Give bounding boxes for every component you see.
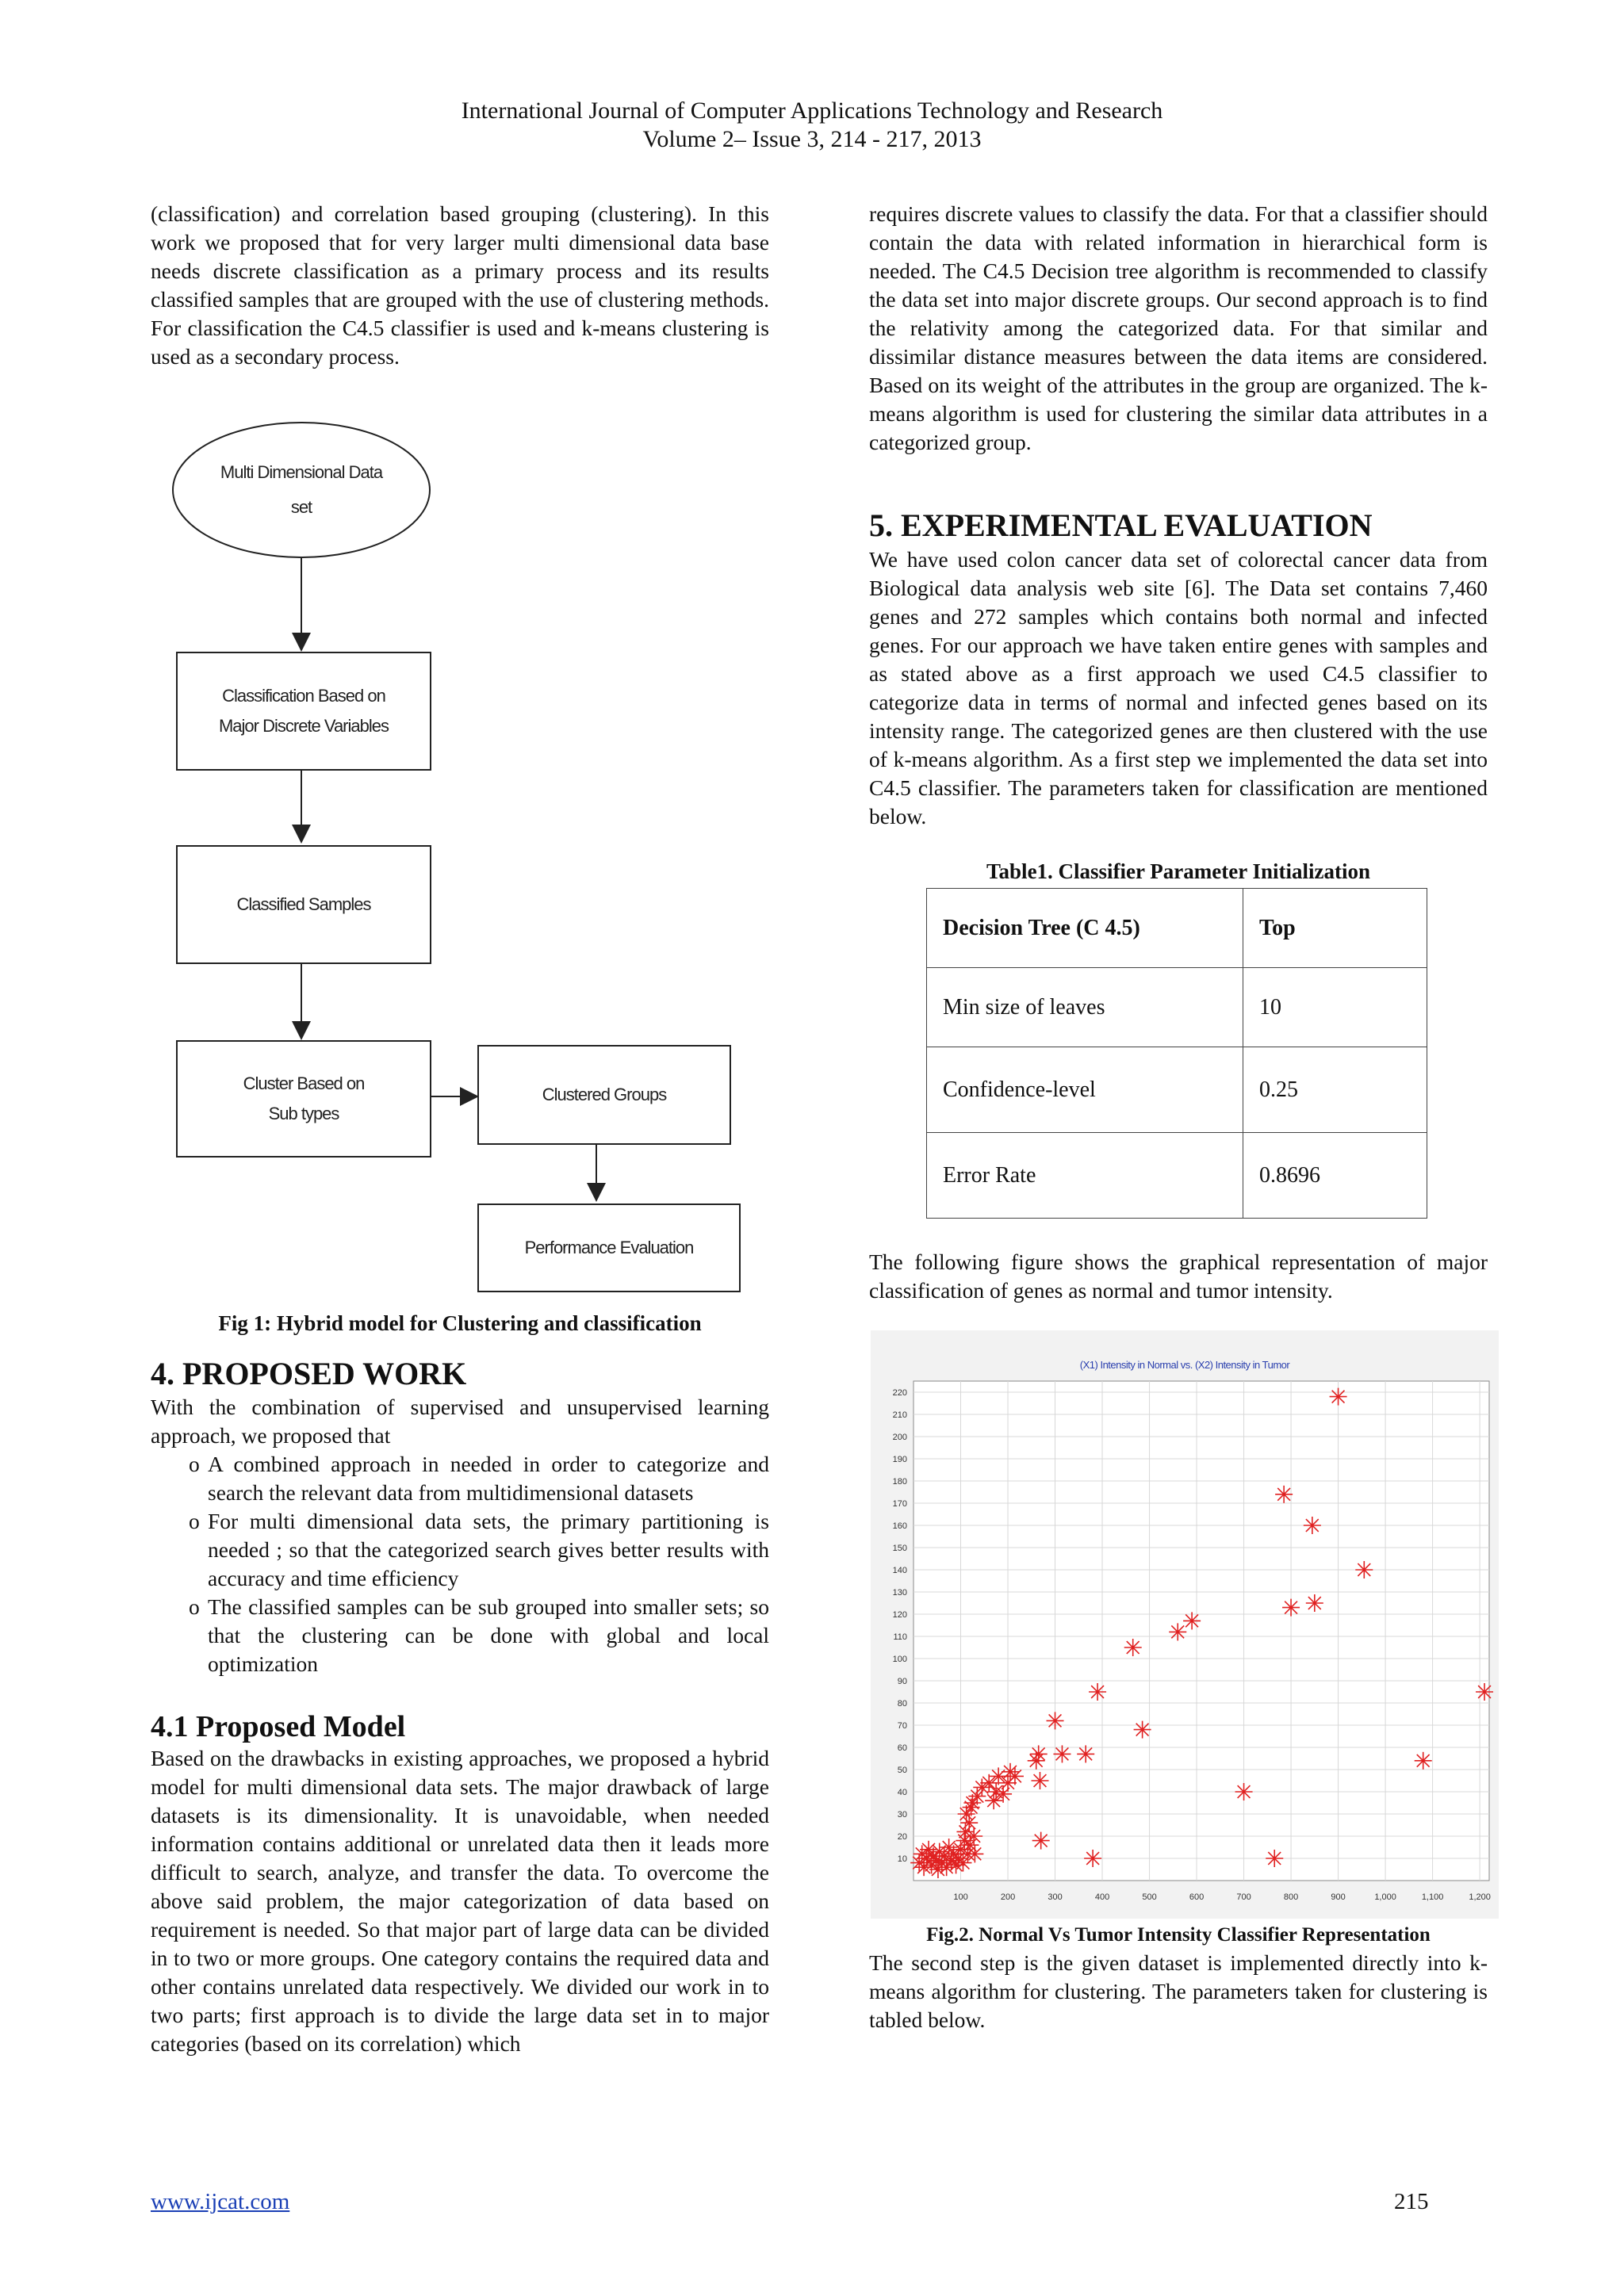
fig2-caption: Fig.2. Normal Vs Tumor Intensity Classifier Representation — [926, 1924, 1431, 1946]
y-tick-label: 10 — [897, 1854, 907, 1864]
footer-link-text[interactable]: www.ijcat.com — [151, 2189, 290, 2214]
scatter-point — [965, 1827, 982, 1845]
scatter-point — [1266, 1850, 1283, 1867]
scatter-point — [1053, 1745, 1071, 1762]
plot-area — [914, 1381, 1489, 1881]
bullet-text: The classified samples can be sub grouped into smaller sets; so that the clustering can be done with global and local optimization — [208, 1594, 769, 1676]
classified-samples-box — [176, 845, 431, 964]
scatter-point — [1183, 1612, 1201, 1629]
proposed-work-list — [151, 1450, 769, 1678]
scatter-point — [968, 1788, 986, 1805]
y-tick-label: 20 — [897, 1832, 907, 1842]
y-tick-label: 220 — [892, 1388, 907, 1398]
dataset-label-line2: set — [290, 497, 312, 517]
scatter-point — [1275, 1486, 1293, 1503]
y-tick-label: 100 — [892, 1655, 907, 1664]
scatter-point — [1476, 1683, 1493, 1701]
table-cell: Min size of leaves — [927, 968, 1243, 1047]
y-tick-label: 150 — [892, 1544, 907, 1553]
footer-website-link[interactable] — [151, 2189, 289, 2215]
classified-samples-label: Classified Samples — [236, 894, 371, 914]
scatter-point — [1030, 1745, 1048, 1762]
list-item — [151, 1450, 769, 1507]
bullet-text: For multi dimensional data sets, the primary partitioning is needed ; so that the categorized search gives better results with accuracy and time efficiency — [208, 1509, 769, 1590]
journal-volume: Volume 2– Issue 3, 214 - 217, 2013 — [642, 126, 982, 152]
classification-line2: Major Discrete Variables — [218, 716, 389, 736]
section4-intro: With the combination of supervised and unsupervised learning approach, we proposed that — [151, 1395, 769, 1448]
y-tick-label: 160 — [892, 1521, 907, 1531]
y-tick-label: 180 — [892, 1477, 907, 1487]
table-cell: 0.25 — [1243, 1047, 1427, 1133]
y-tick-label: 190 — [892, 1455, 907, 1464]
x-tick-label: 700 — [1236, 1892, 1251, 1902]
scatter-point — [1415, 1752, 1432, 1770]
scatter-point — [1134, 1721, 1151, 1739]
scatter-point — [1124, 1639, 1142, 1656]
section41-title: 4.1 Proposed Model — [151, 1710, 406, 1743]
intro-paragraph: (classification) and correlation based grouping (clustering). In this work we proposed that for very larger multi dimensional data base needs discrete classification as a primary process and its results classified samples that are grouped with the use of clustering methods. For classification the C4.5 classifier is used and k-means clustering is used as a secondary process. — [151, 201, 769, 369]
page-number: 215 — [1394, 2189, 1429, 2214]
right-final-paragraph: The second step is the given dataset is implemented directly into k-means algorithm for clustering. The parameters taken for clustering is tabled below. — [869, 1950, 1488, 2032]
section5-paragraph: We have used colon cancer data set of colorectal cancer data from Biological data analysis web site [6]. The Data set contains 7,460 genes and 272 samples which contains both normal and infected genes. For our approach we have taken entire genes with samples and as stated above as a first approach we used C4.5 classifier to categorize data in terms of normal and infected genes based on its intensity range. The categorized genes are then clustered with the use of k-means algorithm. As a first step we implemented the data set into C4.5 classifier. The parameters taken for classification are mentioned below. — [869, 547, 1488, 828]
x-tick-label: 1,100 — [1421, 1892, 1444, 1902]
classification-box — [176, 652, 431, 771]
x-tick-label: 800 — [1283, 1892, 1299, 1902]
y-tick-label: 130 — [892, 1588, 907, 1598]
classification-line1: Classification Based on — [222, 686, 385, 706]
journal-title: International Journal of Computer Applications Technology and Research — [461, 98, 1163, 124]
bullet-mark: o — [189, 1452, 200, 1476]
y-tick-label: 110 — [893, 1632, 907, 1642]
bullet-text: A combined approach in needed in order to categorize and search the relevant data from multidimensional datasets — [208, 1452, 769, 1505]
section41-paragraph: Based on the drawbacks in existing approaches, we proposed a hybrid model for multi dimensional data sets. The major drawback of large datasets is its dimensionality. It is unavoidable, when needed information contains additional or unrelated data then it leads more difficult to search, analyze, and transfer the data. To overcome the above said problem, the major categorization of data based on requirement is needed. So that major part of large data can be divided in to two or more groups. One category contains the required data and other contains unrelated data respectively. We divided our work in to two parts; first approach is to divide the large data set in to major categories (based on its correlation) which — [151, 1746, 769, 2056]
table-row — [927, 889, 1427, 968]
y-tick-label: 140 — [892, 1566, 907, 1575]
x-tick-label: 400 — [1094, 1892, 1110, 1902]
x-tick-label: 100 — [953, 1892, 968, 1902]
table-cell: Confidence-level — [927, 1047, 1243, 1133]
y-tick-label: 40 — [897, 1788, 907, 1797]
scatter-point — [954, 1854, 971, 1872]
scatter-point — [1235, 1783, 1253, 1800]
y-tick-label: 170 — [892, 1499, 907, 1509]
table-row — [927, 968, 1427, 1047]
x-tick-label: 600 — [1189, 1892, 1205, 1902]
table-row — [927, 1047, 1427, 1133]
y-tick-label: 50 — [897, 1766, 907, 1775]
cluster-line1: Cluster Based on — [243, 1073, 365, 1093]
scatter-point — [960, 1814, 978, 1831]
x-tick-label: 900 — [1331, 1892, 1346, 1902]
chart-title: (X1) Intensity in Normal vs. (X2) Intensity in Tumor — [1079, 1359, 1290, 1371]
table1-caption: Table1. Classifier Parameter Initialization — [986, 859, 1370, 883]
table-cell: 0.8696 — [1243, 1133, 1427, 1219]
right-paragraph-1: requires discrete values to classify the data. For that a classifier should contain the data with related information in hierarchical form is needed. The C4.5 Decision tree algorithm is recommended to classify the data set into major discrete groups. Our second approach is to find the relativity among the categorized data. For that similar and dissimilar distance measures between the data items are considered. Based on its weight of the attributes in the group are organized. The k-means algorithm is used for clustering the similar data attributes in a categorized group. — [869, 201, 1488, 454]
table-cell: 10 — [1243, 968, 1427, 1047]
section5-title: 5. EXPERIMENTAL EVALUATION — [869, 507, 1373, 543]
cluster-subtypes-box — [176, 1040, 431, 1158]
scatter-point — [1330, 1388, 1347, 1406]
table-cell: Top — [1243, 889, 1427, 968]
clustered-groups-box — [477, 1045, 731, 1145]
y-tick-label: 200 — [892, 1433, 907, 1442]
scatter-point — [966, 1845, 983, 1862]
scatter-point — [1006, 1767, 1024, 1785]
list-item — [151, 1593, 769, 1678]
y-tick-label: 60 — [897, 1743, 907, 1753]
scatter-point — [1169, 1623, 1186, 1640]
classifier-parameter-table — [926, 888, 1427, 1219]
x-tick-label: 300 — [1048, 1892, 1063, 1902]
scatter-point — [1304, 1517, 1321, 1534]
y-tick-label: 120 — [892, 1610, 907, 1620]
table-cell: Error Rate — [927, 1133, 1243, 1219]
scatter-point — [987, 1783, 1005, 1800]
x-tick-label: 1,200 — [1469, 1892, 1491, 1902]
x-tick-label: 200 — [1000, 1892, 1016, 1902]
scatter-point — [1047, 1712, 1064, 1729]
dataset-label-line1: Multi Dimensional Data — [220, 462, 383, 482]
scatter-point — [1306, 1594, 1323, 1612]
table-row — [927, 1133, 1427, 1219]
intensity-scatter-chart — [871, 1330, 1499, 1919]
y-tick-label: 90 — [897, 1677, 907, 1686]
y-tick-label: 80 — [897, 1699, 907, 1709]
x-tick-label: 1,000 — [1374, 1892, 1396, 1902]
scatter-point — [1031, 1772, 1048, 1789]
bullet-mark: o — [189, 1509, 200, 1533]
clustered-groups-label: Clustered Groups — [542, 1085, 667, 1104]
scatter-point — [1089, 1683, 1106, 1701]
scatter-point — [1282, 1599, 1300, 1617]
y-tick-label: 30 — [897, 1810, 907, 1820]
y-tick-label: 210 — [892, 1410, 907, 1420]
dataset-ellipse-label — [173, 444, 430, 536]
scatter-point — [1355, 1561, 1373, 1578]
scatter-point — [1084, 1850, 1101, 1867]
fig1-caption: Fig 1: Hybrid model for Clustering and classification — [218, 1311, 702, 1335]
list-item — [151, 1507, 769, 1593]
section4-title: 4. PROPOSED WORK — [151, 1356, 467, 1391]
x-tick-label: 500 — [1142, 1892, 1157, 1902]
table-cell: Decision Tree (C 4.5) — [927, 889, 1243, 968]
bullet-mark: o — [189, 1594, 200, 1619]
scatter-point — [1077, 1745, 1094, 1762]
performance-evaluation-label: Performance Evaluation — [524, 1238, 694, 1257]
scatter-point — [1032, 1832, 1050, 1850]
figure-intro-paragraph: The following figure shows the graphical representation of major classification of genes as normal and tumor intensity. — [869, 1249, 1488, 1303]
performance-evaluation-box — [477, 1203, 741, 1292]
cluster-line2: Sub types — [268, 1104, 339, 1123]
y-tick-label: 70 — [897, 1721, 907, 1731]
